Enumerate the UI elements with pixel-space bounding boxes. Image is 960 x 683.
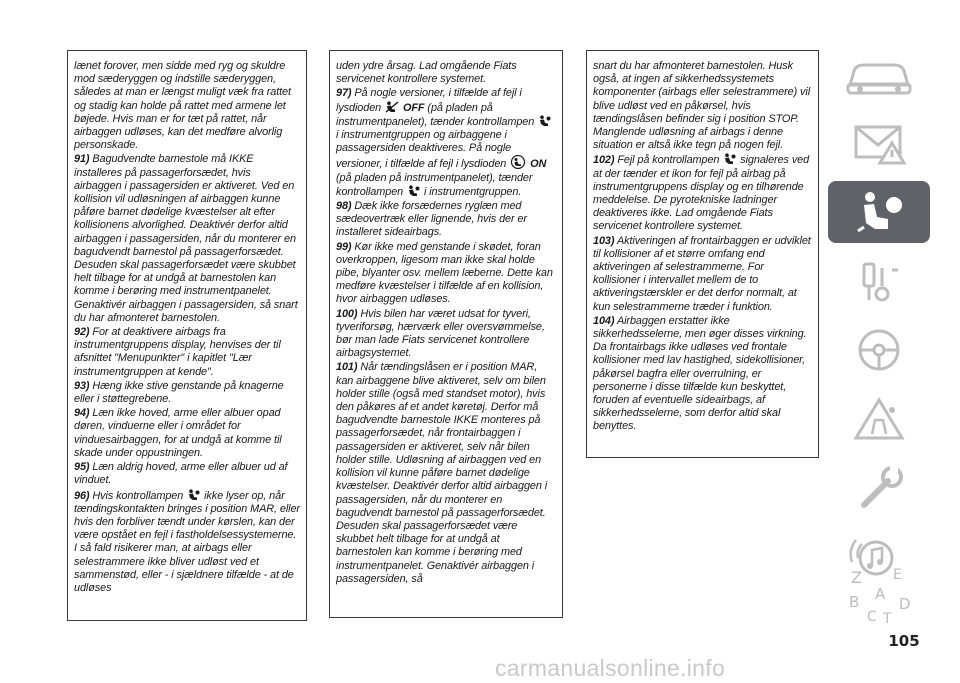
text-column-1 xyxy=(67,50,307,621)
warning-envelope-icon xyxy=(842,117,916,167)
tab-starting[interactable] xyxy=(828,250,930,312)
svg-text:C: C xyxy=(867,609,877,625)
passenger-airbag-on-icon xyxy=(510,155,526,169)
index-letters-icon xyxy=(839,563,919,627)
seat-airbag-icon xyxy=(842,187,916,237)
paragraph-intro: uden ydre årsag. Lad omgående Fiats servicenet kontrollere systemet. xyxy=(336,60,517,86)
tab-emergency[interactable] xyxy=(828,388,930,450)
note-100: 100) Hvis bilen har været udsat for tyveri, tyveriforsøg, hærværk eller oversvømmelse, bør man lade Fiats servicenet kontrollere airbagsystemet. xyxy=(336,307,545,360)
svg-text:T: T xyxy=(883,611,892,627)
car-icon xyxy=(842,51,916,101)
steering-wheel-icon xyxy=(842,325,916,375)
road-warning-icon xyxy=(842,394,916,444)
note-96: 96) Hvis kontrollampen ikke lyser op, når tændingskontakten bringes i position MAR, eller hvis den forbliver tændt under kørslen, kan der være opstået en fejl i fastholdelsessystemerne. I så fald risikerer man, at airbags eller selestrammere ikke bliver udløst ved et sammenstød, eller - i sjældnere tilfælde - at de udløses xyxy=(74,489,300,594)
paragraph-intro: snart du har afmonteret barnestolen. Husk også, at ingen af sikkerhedssystemets komponenter (airbags eller selestrammere) vil blive udløst ved en påkørsel, hvis tændingslåsen befinder sig i position STOP. Manglende udløsning af airbags i denne situation er altså ikke tegn på nogen fejl. xyxy=(593,60,811,152)
tab-car[interactable] xyxy=(828,45,930,107)
tab-maintenance[interactable] xyxy=(828,457,930,519)
note-103: 103) Aktiveringen af frontairbaggen er udviklet til kollisioner af et større omfang end aktiveringen af selestrammerne. For kollisioner i intervallet mellem de to aktiveringstærskler er det derfor normalt, at kun selestrammerne træder i funktion. xyxy=(593,234,811,313)
tab-warnings[interactable] xyxy=(828,111,930,173)
note-99: 99) Kør ikke med genstande i skødet, foran overkroppen, ligesom man ikke skal holde pibe, blyanter osv. mellem læberne. Dette kan medføre kvæstelser i tilfælde af en kollision, hvor airbaggen udløses. xyxy=(336,240,553,306)
airbag-warning-icon xyxy=(187,489,200,501)
svg-text:Z: Z xyxy=(851,568,862,587)
note-102: 102) Fejl på kontrollampen signaleres ved at der tænder et ikon for fejl på airbag på instrumentgruppens display og en tilhørende meddelelse. De pyrotekniske ladninger deaktiveres ikke. Lad omgående Fiats servicenet kontrollere systemet. xyxy=(593,154,810,233)
note-93: 93) Hæng ikke stive genstande på knagerne eller i støttegrebene. xyxy=(74,379,284,406)
airbag-warning-icon xyxy=(723,153,736,165)
note-91: 91) Bagudvendte barnestole må IKKE installeres på passagerforsædet, hvis airbaggen i passagersiden er aktiveret. Ved en kollision vil udløsningen af airbaggen kunne påføre barnet dødelige kvæstelser alt efter kollisionens alvorlighed. Deaktivér derfor altid airbaggen i passagersiden, når du monterer en bagudvendt barnestol på passagerforsædet. Desuden skal passagerforsædet være skubbet helt tilbage for at undgå at barnestolen kan komme i berøring med instrumentpanelet. Genaktivér airbaggen i passagersiden, så snart du har afmonteret barnestolen. xyxy=(74,153,298,324)
tab-safety[interactable] xyxy=(828,181,930,243)
note-95: 95) Læn aldrig hoved, arme eller albuer ud af vinduet. xyxy=(74,461,288,487)
passenger-airbag-off-icon xyxy=(385,101,399,113)
note-94: 94) Læn ikke hoved, arme eller albuer opad døren, vinduerne eller i området for vinduesairbaggen, for at undgå at komme til skade under oppustningen. xyxy=(74,407,282,459)
chapter-sidebar xyxy=(824,45,934,633)
svg-text:A: A xyxy=(875,585,886,603)
key-start-icon xyxy=(842,256,916,306)
airbag-warning-icon xyxy=(407,185,420,197)
airbag-warning-icon xyxy=(538,115,551,127)
svg-text:D: D xyxy=(899,595,911,613)
note-92: 92) For at deaktivere airbags fra instrumentgruppens display, henvises der til afsnittet "Menupunkter" i kapitlet "Lær instrumentgruppen at kende". xyxy=(74,326,281,378)
note-98: 98) Dæk ikke forsædernes ryglæn med sædeovertræk eller lignende, hvis der er installeret sideairbags. xyxy=(336,200,527,239)
paragraph-intro: lænet forover, men sidde med ryg og skuldre mod sæderyggen og indstille sæderyggen, således at man er længst muligt væk fra rattet og stadig kan holde på rattet med armene let bøjede. Hvis man er for tæt på rattet, når airbaggen udløses, kan det medføre alvorlig personskade. xyxy=(74,60,291,152)
note-101: 101) Når tændingslåsen er i position MAR, kan airbaggene blive aktiveret, selv om bilen holder stille (også med standset motor), hvis den påkøres af et andet køretøj. Derfor må bagudvendte barnestole IKKE monteres på passagerforsædet, når frontairbaggen i passagersiden er aktiveret, selv når bilen holder stille. Udløsning af airbaggen ved en kollision vil kunne påføre barnet dødelige kvæstelser. Deaktivér derfor altid airbaggen i passagersiden, når du monterer en bagudvendt barnestol på passagerforsædet. Desuden skal passagerforsædet være skubbet helt tilbage for at undgå at barnestolen kan komme i berøring med instrumentpanelet. Genaktivér airbaggen i passagersiden, så xyxy=(336,361,548,585)
page-number: 105 xyxy=(888,632,920,650)
text-column-2 xyxy=(329,50,563,618)
svg-text:E: E xyxy=(893,567,902,583)
note-97: 97) På nogle versioner, i tilfælde af fejl i lysdioden OFF (på pladen på instrumentpanelet), tænder kontrollampen i instrumentgruppen og airbaggene i passagersiden deaktiveres. På nogle versioner, i tilfælde af fejl i lysdioden ON (på pladen på instrumentpanelet), tænder kontrollampen i instrumentgruppen. xyxy=(336,87,557,199)
wrench-icon xyxy=(842,463,916,513)
tab-driving[interactable] xyxy=(828,319,930,381)
svg-text:B: B xyxy=(849,593,860,611)
watermark: carmanualsonline.info xyxy=(495,655,726,681)
text-column-3 xyxy=(586,50,819,458)
note-104: 104) Airbaggen erstatter ikke sikkerhedsselerne, men øger disses virkning. Da frontairbags ikke udløses ved frontale kollisioner med lav hastighed, sidekollisioner, påkørsel bagfra eller overrulning, er personerne i disse tilfælde kun beskyttet, foruden af eventuelle sideairbags, af sikkerhedsselerne, som derfor altid skal benyttes. xyxy=(593,314,807,433)
tab-index[interactable] xyxy=(828,560,930,630)
